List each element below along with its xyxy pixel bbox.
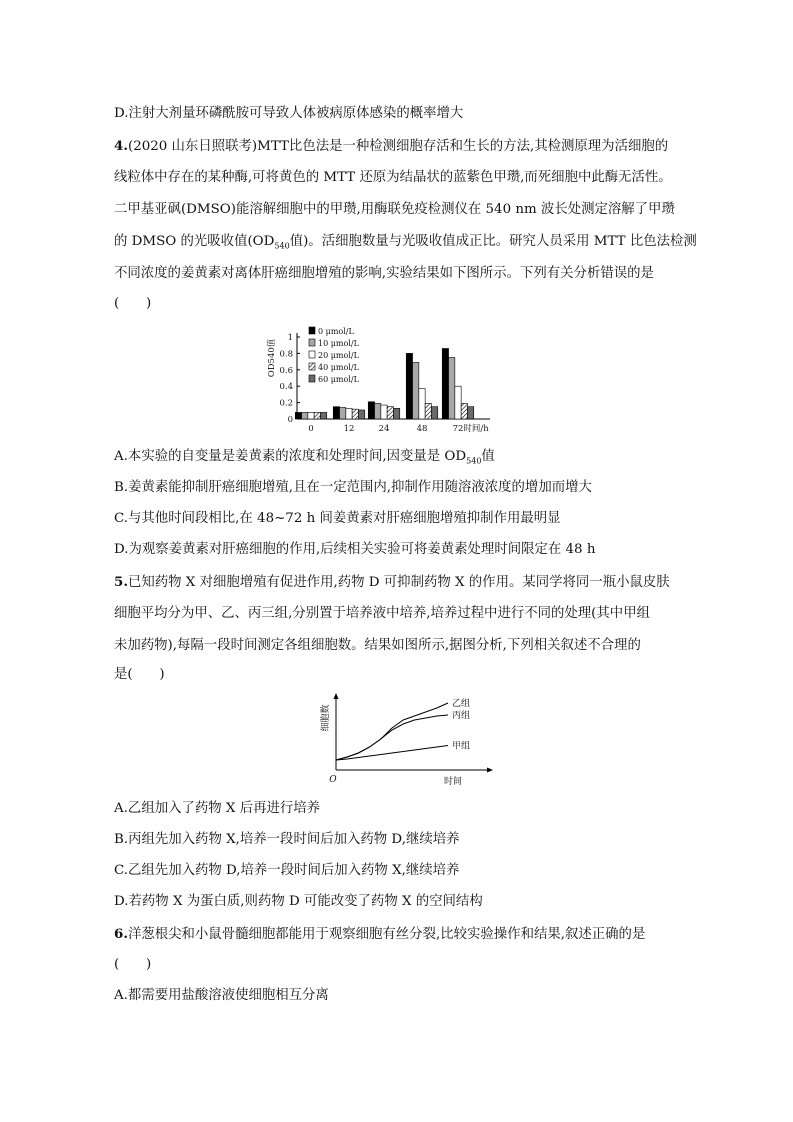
bar xyxy=(406,353,412,419)
bar xyxy=(302,412,308,419)
x-axis-label: 时间 xyxy=(443,777,463,787)
bar xyxy=(314,412,320,419)
legend-swatch xyxy=(309,327,315,334)
series-label: 甲组 xyxy=(452,741,471,752)
q5-number: 5. xyxy=(114,574,128,590)
q4-line-6: ( ) xyxy=(114,296,152,311)
prev-option-d: D.注射大剂量环磷酰胺可导致人体被病原体感染的概率增大 xyxy=(114,106,464,121)
q6-option-a: A.都需要用盐酸溶液使细胞相互分离 xyxy=(114,988,329,1003)
q4-option-c: C.与其他时间段相比,在 48~72 h 间姜黄素对肝癌细胞增殖抑制作用最明显 xyxy=(114,511,561,526)
legend-label: 60 μmol/L xyxy=(318,375,359,384)
q4-line-2: 线粒体中存在的某种酶,可将黄色的 MTT 还原为结晶状的蓝紫色甲瓒,而死细胞中此酶无活性。 xyxy=(114,170,672,185)
x-tick-label: 24 xyxy=(378,424,390,432)
q4-option-d: D.为观察姜黄素对肝癌细胞的作用,后续相关实验可将姜黄素处理时间限定在 48 h xyxy=(114,542,596,557)
y-tick-label: 0.8 xyxy=(279,349,293,360)
q5-line-3: 未加药物),每隔一段时间测定各组细胞数。结果如图所示,据图分析,下列相关叙述不合理的 xyxy=(114,638,641,653)
series-line xyxy=(336,703,448,760)
q5-line-1: 5.已知药物 X 对细胞增殖有促进作用,药物 D 可抑制药物 X 的作用。某同学将同一瓶小鼠皮肤 xyxy=(114,574,670,590)
q5-option-c: C.乙组先加入药物 D,培养一段时间后加入药物 X,继续培养 xyxy=(114,863,460,878)
x-axis-arrow xyxy=(487,768,493,773)
od-subscript: 540 xyxy=(274,241,290,251)
x-tick-label: 12 xyxy=(343,424,355,432)
q4-number: 4. xyxy=(114,138,128,154)
q5-option-b: B.丙组先加入药物 X,培养一段时间后加入药物 D,继续培养 xyxy=(114,832,460,847)
bar xyxy=(333,407,339,419)
bar xyxy=(358,410,364,419)
legend-swatch xyxy=(309,363,315,370)
y-tick-label: 0.4 xyxy=(279,382,293,393)
bar xyxy=(340,408,346,419)
bar xyxy=(375,403,381,419)
legend-swatch xyxy=(309,339,315,346)
q4-line-5: 不同浓度的姜黄素对离体肝癌细胞增殖的影响,实验结果如下图所示。下列有关分析错误的是 xyxy=(114,266,654,281)
q4-line-1: 4.(2020 山东日照联考)MTT比色法是一种检测细胞存活和生长的方法,其检测原理为活细胞的 xyxy=(114,138,669,154)
legend-swatch xyxy=(309,351,315,358)
bar xyxy=(442,348,448,419)
bar xyxy=(387,407,393,419)
bar xyxy=(368,402,374,419)
q6-number: 6. xyxy=(114,926,128,942)
q4-line-4: 的 DMSO 的光吸收值($OD_{540}$值)。活细胞数量与光吸收值成正比。研究人员采用 MTT 比色法检测 xyxy=(114,234,697,251)
bar xyxy=(308,412,314,419)
bar xyxy=(467,407,473,419)
y-tick-label: 1 xyxy=(287,333,293,343)
od-subscript: 540 xyxy=(466,456,482,466)
q5-option-a: A.乙组加入了药物 X 后再进行培养 xyxy=(114,801,321,816)
series-line xyxy=(336,746,448,761)
y-tick-label: 0.2 xyxy=(279,398,293,409)
bar xyxy=(295,412,301,419)
q4-option-b: B.姜黄素能抑制肝癌细胞增殖,且在一定范围内,抑制作用随溶液浓度的增加而增大 xyxy=(114,480,592,495)
cell-count-line-chart xyxy=(318,688,498,798)
q5-line-4: 是( ) xyxy=(114,667,165,682)
x-tick-label: 48 xyxy=(416,424,428,432)
q4-option-a: A.本实验的自变量是姜黄素的浓度和处理时间,因变量是 $OD_{540}$值 xyxy=(114,449,495,466)
bar xyxy=(413,362,419,419)
legend-label: 0 μmol/L xyxy=(318,327,354,336)
bar xyxy=(455,386,461,419)
x-tick-label: 0 xyxy=(308,424,314,432)
od-bar-chart xyxy=(265,322,525,432)
bar xyxy=(346,408,352,419)
x-axis-label: 时间/h xyxy=(463,424,489,432)
q6-line-1: 6.洋葱根尖和小鼠骨髓细胞都能用于观察细胞有丝分裂,比较实验操作和结果,叙述正确的是 xyxy=(114,926,646,942)
q6-line-2: ( ) xyxy=(114,957,152,972)
bar xyxy=(431,407,437,419)
series-label: 乙组 xyxy=(452,699,471,709)
y-tick-label: 0 xyxy=(287,415,293,425)
q5-line-2: 细胞平均分为甲、乙、丙三组,分别置于培养液中培养,培养过程中进行不同的处理(其中甲组 xyxy=(114,606,650,621)
bar xyxy=(425,403,431,419)
legend-swatch xyxy=(309,375,315,382)
y-axis-arrow xyxy=(334,693,339,699)
q5-option-d: D.若药物 X 为蛋白质,则药物 D 可能改变了药物 X 的空间结构 xyxy=(114,894,483,909)
bar xyxy=(381,405,387,419)
bar xyxy=(449,358,455,420)
legend-label: 40 μmol/L xyxy=(318,363,359,372)
legend-label: 10 μmol/L xyxy=(318,339,359,348)
bar xyxy=(419,389,425,419)
series-label: 丙组 xyxy=(452,711,471,721)
bar xyxy=(352,409,358,419)
y-tick-label: 0.6 xyxy=(279,365,293,376)
bar xyxy=(320,412,326,419)
y-axis-label: 细胞数 xyxy=(321,704,331,732)
y-axis-label: OD540值 xyxy=(267,338,277,378)
x-tick-label: 72 xyxy=(452,424,464,432)
q4-line-3: 二甲基亚砜(DMSO)能溶解细胞中的甲瓒,用酶联免疫检测仪在 540 nm 波长处测定溶解了甲瓒 xyxy=(114,202,675,217)
legend-label: 20 μmol/L xyxy=(318,351,359,360)
bar xyxy=(393,408,399,419)
bar xyxy=(461,403,467,419)
origin-label: O xyxy=(329,775,337,785)
